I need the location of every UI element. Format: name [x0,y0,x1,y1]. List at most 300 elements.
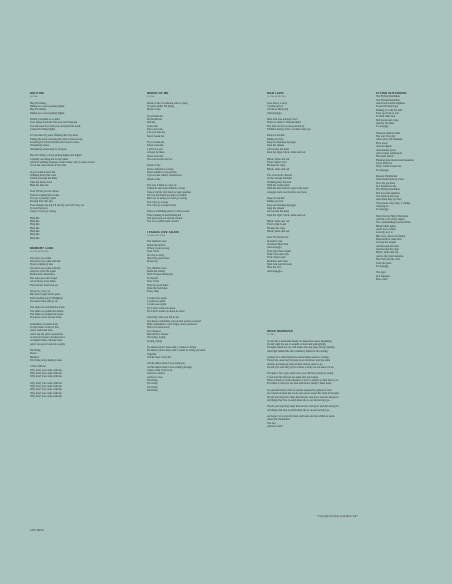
lyric-line: And for the final [376,122,394,126]
lyric-line: To Arpeggo [376,208,389,212]
lyric-stanza [147,240,227,263]
lyric-line: In truth is true [267,239,283,243]
lyric-line: And another good [376,148,396,152]
column-1 [30,92,108,405]
lyric-line: Had Jack and his crew [376,258,401,262]
lyric-line: All the times when I was coming through [147,365,192,369]
lyric-stanza [30,349,108,362]
song-credit: B. Gibb [30,95,38,99]
lyric-stanza [267,174,347,194]
lyric-line: Wondering where they've all gone [30,147,67,151]
lyric-stanza [267,405,397,412]
song-credit: R. Gibb [147,95,155,99]
lyric-line: Four days three nights [267,249,291,253]
lyric-line: You can't go wrong [147,200,168,204]
lyric-line: No I don't wanna be alone no more [147,309,185,313]
lyric-line: Making it to the far side [376,108,402,112]
lyric-line: So peaceful here to feel of certain suspend be glared of stars [267,388,332,392]
song-title: MEMORY LANE [30,246,54,251]
lyric-line: Always be there [147,151,165,155]
lyric-line: To their final lack [376,115,396,119]
lyric-line: Even though one day I'll die my soul will carry on [30,203,84,207]
lyric-line: The Flying Dutchman [376,98,400,102]
lyric-line: Riding on a wave getting higher [30,111,65,115]
lyric-line: There's nothing left to hide [30,193,59,197]
lyric-line: Help Me [30,236,40,240]
lyric-line: Drove to bank 'n' Smooth mind [267,121,301,125]
lyric-line: There's something more to what we see [147,210,190,214]
song-title: ONCE REMOVED [267,329,293,333]
lyric-line: Help Me [30,216,40,220]
lyric-line: Black, white and red [267,167,290,171]
lyric-line: Thru' back and taxis [267,253,289,257]
lyric-line: "Pass those ways they' a village [376,201,411,205]
lyric-line: I will love you [147,147,163,151]
lyric-line: Why don't you come with me [30,391,62,395]
lyric-stanza [147,210,227,223]
lyric-line: In it happens [376,274,390,278]
lyric-line: I've changed [147,329,161,333]
lyric-line: And a poor old Drunken [376,138,403,142]
lyric-line: And I'm wishing someone would rather call or come on thro' [30,160,96,164]
lyric-line: Oh tell you who they grow at hear, I really do not know oh oh [267,366,334,370]
lyric-line: Inside of me [147,108,161,112]
lyric-line: You can't go wrong forever [147,203,177,207]
catalog-number: LPO 3010 [30,528,44,532]
song-credit: R. Gibb & B. Gibb [147,234,165,238]
lyric-line: Help Me [30,223,40,227]
lyric-line: And Arpeggo [267,246,282,250]
lyric-line: Taking me back, showing me what I done wrong [30,137,83,141]
lyric-line: Thinkin' money with a swollen wide-eye [267,128,311,132]
lyric-line: And Arpeggo... [267,269,284,273]
lyric-line: On my right the sea, it sounds so hard and unforgiving [267,343,326,347]
lyric-stanza [30,190,108,213]
lyric-line: Not to be selfish gain I found [147,220,179,224]
lyric-line: Keep on truckin' [267,134,285,138]
lyric-line: Inside the hollow [147,243,166,247]
lyric-stanza [147,267,227,294]
lyric-line: I'm living [30,349,41,352]
lyric-line: Thru' desert sand [267,256,286,260]
lyric-line: A what-for house a broken place [30,335,65,339]
lyric-line: Take my heavy load [30,180,52,184]
lyric-line: Don't submit to our poverty [147,170,177,174]
lyric-line: The children cries [147,266,167,270]
lyric-line: Ooh baby what you did to me [147,316,179,320]
lyric-line: Why don't you come with me [30,385,62,389]
lyric-line: Thinking they the best [267,180,292,184]
lyric-line: The lady but not so bad, partied by [267,124,305,128]
lyric-stanza [376,271,448,281]
lyric-line: That I'd been telling lies [147,273,174,277]
lyric-line: Riding on a wave getting higher [30,105,65,109]
lyric-line: So my left a mountain stands, its been there since beginning [267,339,332,343]
lyric-line: Head And he came thru' [376,238,402,242]
lyric-line: Black, white and red [267,157,290,161]
lyric-stanza [30,154,108,167]
lyric-line: I'm living [147,379,158,383]
lyric-line: Always growing up and yet they always seem to go [267,362,323,366]
lyric-line: There when I said [267,160,287,164]
lyric-line: With his racing team [267,183,290,187]
lyric-line: To need her now [30,206,48,210]
lyric-line: And the world [267,424,283,428]
lyric-line: Got stuck in the sand [376,194,399,198]
lyric-line: I'll tell you why how deep their horror, and grow and die and grow [267,395,339,399]
lyric-line: I wanna tell ya [267,105,283,109]
lyric-stanza [267,220,347,233]
lyric-line: I know its life, life lived so long together [147,190,191,194]
lyric-stanza [147,102,227,112]
lyric-stanza [376,215,448,269]
lyric-line: Why don't you come with me [30,395,62,399]
lyric-line: An' he kept his head [267,147,289,151]
lyric-line: Flew away [376,141,388,145]
lyric-line: To Arpeggo [376,264,389,268]
lyric-line: You can see me always [147,157,172,161]
lyric-line: Try to come me [147,141,164,145]
lyric-line: Kept his cigar, black, white and red. [267,213,306,217]
lyric-line: Inside of me is someone who's crying [147,101,188,105]
lyric-line: The Flying Dutchman [376,95,400,99]
lyric-line: Black, white and red [267,220,290,223]
lyric-line: Never want me [147,144,164,148]
lyric-line: And now I see [147,375,163,379]
lyric-line: Down a memory lane [30,263,54,267]
lyric-line: Dil beside me [147,118,162,122]
lyric-line: All of those crazy times [30,280,56,284]
lyric-line: And he kept his cigar [376,248,399,252]
lyric-line: I'm living [147,382,158,386]
lyric-line: But love of using you can't go wrong [147,197,187,201]
lyric-line: I'm quite a few years older now, you still feel young as young [267,372,334,376]
lyric-line: I knew what I had to do [147,369,173,373]
lyric-line: Sometimes I wander back [30,322,58,326]
lyric-line: We got to carry on [30,289,50,293]
lyric-stanza [267,372,397,385]
lyric-stanza [267,134,347,154]
lyric-line: The times we watched the trains [30,306,65,310]
song-credit: R. Gibb [267,333,275,337]
song-title: INSIDE OF ME [147,91,169,95]
lyric-line: Can you take me [147,131,166,135]
copyright-notice: *Copyright All Songs Lead Music Ltd* [317,515,358,518]
lyric-line: So long so long [147,253,164,257]
lyric-stanza [30,306,108,319]
lyric-line: Arpeggo back was the first one back. [267,190,307,194]
lyric-line: Than looking in and finding me [147,213,182,217]
lyric-line: And I stand and look [30,329,53,333]
lyric-line: Hey I'm riding, [30,108,47,112]
lyric-line: Hey I'm riding a wave getting higher and higher [30,154,82,158]
lyric-stanza [30,290,108,303]
lyric-line: Keep on truckin' [267,196,285,200]
lyric-line: About the mountains [267,418,290,422]
lyric-stanza [267,102,347,115]
lyric-stanza [30,118,108,131]
lyric-stanza [267,356,397,369]
lyric-line: Riding on river [267,137,284,141]
column-4 [376,92,448,288]
lyric-line: Why don't you come with me [30,388,62,392]
column-3 [267,92,347,280]
lyric-line: To Arpeggo [376,125,389,129]
lyric-stanza [267,340,397,353]
lyric-line: They couldn't learn last [376,165,402,169]
lyric-line: You know they still go on [30,299,58,303]
lyric-line: Since the good times [147,257,170,261]
song-title: MAD LADS [267,91,284,95]
lyric-line: To myself [147,276,158,280]
lyric-stanza [30,171,108,188]
lyric-line: Now I'll tell you all I know [30,190,60,194]
lyric-line: But don't forget what's gone [30,293,61,297]
lyric-line: No matter what's been said I wanna be living out dead [147,349,206,353]
lyric-stanza [147,164,227,181]
lyric-stanza [147,115,227,138]
lyric-line: For times it waits for no man and there's plenty I must learn [267,382,332,386]
lyric-line: And I lost a wheel [376,228,396,232]
lyric-line: But every others had failed [376,234,406,238]
lyric-line: But Oh how I know [147,332,169,336]
lyric-line: A broken home a bloody tears [30,339,63,343]
lyric-line: And now I know [147,372,166,376]
lyric-line: Thought ahead for one will daunt, the one sings always getting [267,346,335,350]
lyric-line: All about Mad Jack [267,243,289,247]
lyric-stanza [30,217,108,240]
lyric-stanza [376,95,448,128]
lyric-line: All the days of my life [147,356,172,360]
lyric-line: I wanna be again [147,299,166,303]
lyric-line: Mad Jack and his team [267,263,292,267]
lyric-line: Trying, trying [147,339,162,343]
lyric-line: The children' eyes [147,240,167,244]
lyric-line: Leave me [147,124,158,128]
wide-lyric-block [267,330,397,435]
lyric-line: Keep on bleeding Arpeggo [267,203,296,207]
lyric-line: Would you help me Baby [30,177,58,181]
lyric-line: And live your life again [30,270,56,274]
lyric-line: It just didn't do [376,161,393,165]
lyric-line: Plus a lion [376,277,388,281]
song-title: HELP ME [30,91,44,95]
lyric-line: Keep on bleeding Arpeggo [267,141,296,145]
lyric-line: Inside of me [147,177,161,181]
lyric-line: Were the bad times [147,286,168,290]
lyric-line: Mad Jack was nobody's fool [267,118,298,122]
lyric-line: Why don't you come with me [30,368,62,372]
lyric-line: Learning for all the friends that I used to have [30,141,80,145]
lyric-line: All about Mad Jack [267,108,289,112]
lyric-line: Every time [147,290,159,294]
lyric-line: And I see my place around me [30,332,63,336]
lyric-line: That haven't been beat yet [30,283,59,287]
lyric-line: And Good Goblin sightless [376,102,406,106]
lyric-line: And an engine [376,145,392,149]
lyric-line: And when they got free [376,198,402,202]
lyric-line: So kept his wheels [376,241,397,245]
lyric-line: Never break me [147,134,165,138]
lyric-line: As I stand and feel my Gods own power sweet life from all around [267,392,339,396]
lyric-stanza [30,365,108,378]
lyric-line: I hope I won't go wrong [30,210,56,214]
lyric-line: I'm living [147,389,158,393]
lyric-line: Would you mind so so kind [30,118,60,122]
lyric-line: Kerb reading days in Brighton [30,296,63,300]
lyric-line: Where I went wrong [147,247,170,251]
lyric-line: Inside of me [147,164,161,168]
lyric-line: No I don't wanna be alone [147,306,176,310]
lyric-line: I think its real don't think its wrong [147,187,185,191]
lyric-line: Riding on river [267,200,284,204]
lyric-line: And the cold windy nights [376,218,405,222]
lyric-line: Had their match [376,155,394,159]
lyric-line: Baby sometimes I can't forget, don't you know [147,322,198,326]
lyric-line: The times we pulled the chains [30,309,64,313]
lyric-line: Why don't you come with me [30,372,62,376]
lyric-line: Cause I'm riding higher [30,128,56,132]
lyric-line: Rosetta: Bombadier [376,174,398,178]
lyric-line: The ones you can't forget [30,276,58,280]
lyric-stanza [267,389,397,402]
lyric-stanza [30,257,108,287]
lyric-line: I've got a passing 5 girls [30,196,57,200]
lyric-line: You know sometimes we touched ecstasy ecstasy? [147,319,202,323]
lyric-stanza [30,382,108,399]
lyric-line: I'm living [147,385,158,389]
lyric-line: When I think of all the dreams I'd love to dream as time moves on [267,379,339,383]
lyric-line: I'm trying, trying [147,336,166,340]
lyric-line: Oh so love me [147,128,163,132]
lyric-line: I'll love for health not gain of wealth [147,193,187,197]
lyric-stanza [30,323,108,346]
lyric-line: Together [147,352,157,356]
lyric-line: And various quadrapods [376,151,403,155]
lyric-line: To Arpeggo [376,168,389,172]
lyric-line: The commanding iron machines [376,221,411,225]
lyric-stanza [267,236,347,273]
lyric-stanza [147,346,227,359]
lyric-line: Passed by [147,260,158,264]
lyric-line: Walking down that road [30,173,56,177]
lyric-line: Our eyes look out and all around [147,217,183,220]
lyric-line: To let me clean inside all the time [30,164,67,168]
lyric-line: Did breath and cargo [376,118,399,122]
song-title: FLYING DUTCHMAN [376,91,407,95]
lyric-line: Why don't you come with me [30,381,62,385]
lyric-line: The boat and eightrest [376,191,400,195]
lyric-line: As Sugar can cover my brain and brain and run within to learn [267,414,335,418]
lyric-line: That the good times [147,283,169,287]
lyric-line: Thirteen vehicles died [376,131,400,135]
lyric-line: I'm living down memory lane [30,359,62,363]
lyric-line: Tree inside me [147,114,163,118]
lyric-line: Help me help me [30,183,49,187]
lyric-line: Passing thro' this sky [30,200,53,204]
lyric-line: Blazed their lights [376,224,396,228]
lyric-line: He kept his cigar [267,164,286,168]
lyric-line: Chaying on [376,205,389,208]
lyric-line: The way I think to carry on [147,183,177,187]
lyric-stanza [147,316,227,343]
lyric-line: Down [30,352,37,356]
lyric-stanza [267,197,347,217]
lyric-line: All things that live on earth must die so on and on they go [267,408,330,412]
lyric-line: Now I find [147,250,159,254]
lyric-line: Oh won't you come with me [30,266,61,270]
lyric-line: I even feel my life has not quite sure just begun [267,375,319,379]
lyric-line: Here the race [267,266,282,270]
lyric-line: Made me realize [147,270,165,274]
lyric-line: And he kept his head [376,244,399,248]
lyric-stanza [376,175,448,212]
lyric-line: Then' the bat Harry Hartsman [376,214,408,218]
lyric-line: Relive those memories [30,273,55,277]
lyric-line: Black, white and red [376,251,399,255]
lyric-line: Kept his cigar, black, white and red. [267,151,306,155]
lyric-line: In a moment to me [376,184,397,188]
lyric-line: They got back to win [376,112,399,116]
lyric-line: Now his got there [376,181,396,185]
lyric-line: Kept his wheels [267,144,285,148]
lyric-line: The times we walked the street [30,312,64,316]
lyric-stanza [30,134,108,151]
lyric-line: Come with me [30,365,46,369]
lyric-line: Now this is a story [267,101,288,105]
lyric-stanza [147,362,227,392]
lyric-stanza [30,102,108,115]
lyric-stanza [376,132,448,172]
lyric-line: Tossed all they'd got [376,105,399,109]
lyric-stanza [267,415,397,428]
column-2 [147,92,227,399]
lyric-line: An' he kept his head [267,210,289,214]
lyric-stanza [267,118,347,131]
lyric-line: He kept his cigar [267,226,286,230]
lyric-line: Help Me [30,233,40,237]
lyric-stanza [267,158,347,171]
lyric-line: To learn whilst I'm dying [147,105,175,109]
lyric-line: Took the prize [376,261,392,265]
lyric-line: To the streets I used to live [30,325,59,329]
lyric-line: Hey I'm riding, [30,101,47,105]
lyric-line: I wanna see again [147,303,167,307]
lyric-line: Don't conform to society [147,167,174,171]
song-credit: R. Gibb & M. Gibb [267,95,286,99]
lyric-line: I get so blue when I opened now [147,174,183,178]
lyric-line: The very first day [376,135,396,139]
lyric-line: And I can put it back into reality [30,342,66,346]
lyric-line: All the times when I was using you [147,362,185,366]
lyric-line: The crowds all cheered [267,173,292,177]
lyric-line: Now please from the first you can't help me [30,121,78,125]
lyric-line: Never need me [147,154,164,158]
lyric-line: The Sea [267,421,276,425]
lyric-stanza [147,141,227,161]
lyric-line: All things that live on earth must die so on and on they go. [267,398,330,402]
lyric-line: And right behind me lies a memory death for the oblong. [267,349,329,353]
lyric-line: Help Me [30,226,40,230]
lyric-line: Let me take my years flashing thro' my head [30,134,78,138]
lyric-line: I've tried and I've tried you can't push me aside [30,124,81,128]
lyric-line: And to my grand surprise [376,254,404,258]
lyric-line: Now I'll tell the tale [267,236,289,240]
lyric-line: Now I find [147,280,159,284]
lyric-line: At the vintage machine [267,177,292,181]
lyric-stanza [147,184,227,207]
lyric-line: Pull me [147,121,156,125]
